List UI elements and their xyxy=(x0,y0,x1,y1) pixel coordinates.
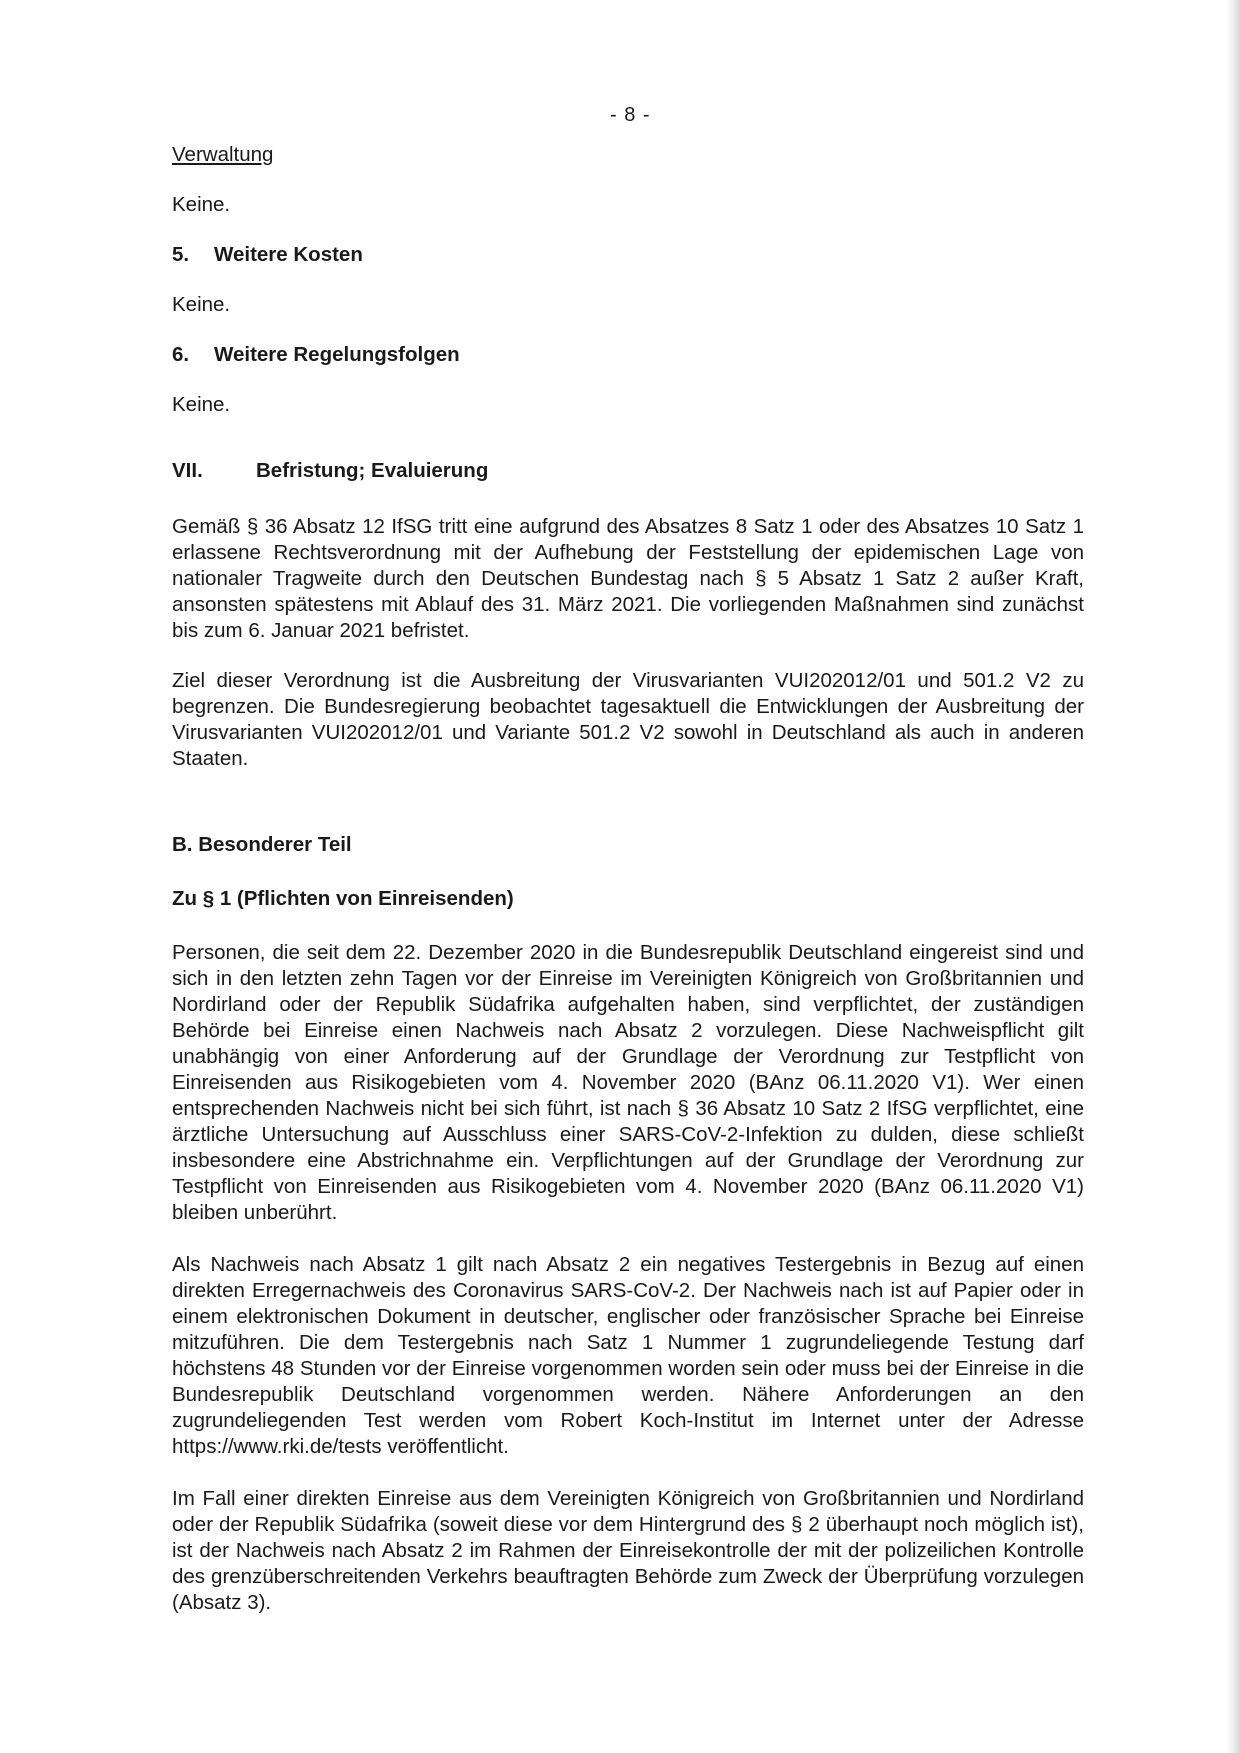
heading-title: Weitere Kosten xyxy=(214,243,363,266)
heading-befristung xyxy=(172,458,1084,484)
page-edge-shadow xyxy=(1226,0,1240,1753)
paragraph: Als Nachweis nach Absatz 1 gilt nach Absatz 2 ein negatives Testergebnis in Bezug auf einen direkten Erregernachweis des Coronavirus SARS-CoV-2. Der Nachweis nach ist auf Papier oder in einem elektronischen Dokument in deutscher, englischer oder französischer Sprache bei Einreise mitzuführen. Die dem Testergebnis nach Satz 1 Nummer 1 zugrundeliegende Testung darf höchstens 48 Stunden vor der Einreise vorgenommen worden sein oder muss bei der Einreise in die Bundesrepublik Deutschland vorgenommen werden. Nähere Anforderungen an den zugrundeliegenden Test werden vom Robert Koch-Institut im Internet unter der Adresse https://www.rki.de/tests veröffentlicht. xyxy=(172,1253,1084,1458)
heading-title: Weitere Regelungsfolgen xyxy=(214,343,460,366)
paragraph: Im Fall einer direkten Einreise aus dem Vereinigten Königreich von Großbritannien und Nordirland oder der Republik Südafrika (soweit diese vor dem Hintergrund des § 2 überhaupt noch möglich ist), ist der Nachweis nach Absatz 2 im Rahmen der Einreisekontrolle der mit der polizeilichen Kontrolle des grenzüberschreitenden Verkehrs beauftragten Behörde zum Zweck der Überprüfung vorzulegen (Absatz 3). xyxy=(172,1487,1084,1614)
heading-number: VII. xyxy=(172,459,203,482)
heading-besonderer-teil: B. Besonderer Teil xyxy=(172,833,352,856)
verwaltung-text: Keine. xyxy=(172,193,231,216)
heading-title: Befristung; Evaluierung xyxy=(256,459,489,482)
weitere-regelungsfolgen-text: Keine. xyxy=(172,393,231,416)
paragraph: Personen, die seit dem 22. Dezember 2020 in die Bundesrepublik Deutschland eingereist sind und sich in den letzten zehn Tagen vor der Einreise im Vereinigten Königreich von Großbritannien und Nordirland oder der Republik Südafrika aufgehalten haben, sind verpflichtet, der zuständigen Behörde bei Einreise einen Nachweis nach Absatz 2 vorzulegen. Diese Nachweispflicht gilt unabhängig von einer Anforderung auf der Grundlage der Verordnung zur Testpflicht von Einreisenden aus Risikogebieten vom 4. November 2020 (BAnz 06.11.2020 V1). Wer einen entsprechenden Nachweis nicht bei sich führt, ist nach § 36 Absatz 10 Satz 2 IfSG verpflichtet, eine ärztliche Untersuchung auf Ausschluss einer SARS-CoV-2-Infektion zu dulden, diese schließt insbesondere eine Abstrichnahme ein. Verpflichtungen auf der Grundlage der Verordnung zur Testpflicht von Einreisenden aus Risikogebieten vom 4. November 2020 (BAnz 06.11.2020 V1) bleiben unberührt. xyxy=(172,941,1084,1224)
heading-weitere-regelungsfolgen xyxy=(172,342,1084,368)
paragraph: Gemäß § 36 Absatz 12 IfSG tritt eine aufgrund des Absatzes 8 Satz 1 oder des Absatzes 10 Satz 1 erlassene Rechtsverordnung mit der Aufhebung der Feststellung der epidemischen Lage von nationaler Tragweite durch den Deutschen Bundestag nach § 5 Absatz 1 Satz 2 außer Kraft, ansonsten spätestens mit Ablauf des 31. März 2021. Die vorliegenden Maßnahmen sind zunächst bis zum 6. Januar 2021 befristet. xyxy=(172,515,1084,642)
heading-number: 6. xyxy=(172,343,190,366)
subheading-verwaltung: Verwaltung xyxy=(172,143,274,166)
weitere-kosten-text: Keine. xyxy=(172,293,231,316)
document-body xyxy=(172,142,1084,1616)
paragraph: Ziel dieser Verordnung ist die Ausbreitung der Virusvarianten VUI202012/01 und 501.2 V2 zu begrenzen. Die Bundesregierung beobachtet tagesaktuell die Entwicklungen der Ausbreitung der Virusvarianten VUI202012/01 und Variante 501.2 V2 sowohl in Deutschland als auch in anderen Staaten. xyxy=(172,669,1084,770)
page-number: - 8 - xyxy=(610,104,651,126)
heading-zu-paragraph-1: Zu § 1 (Pflichten von Einreisenden) xyxy=(172,887,514,910)
heading-number: 5. xyxy=(172,243,190,266)
heading-weitere-kosten xyxy=(172,242,1084,268)
